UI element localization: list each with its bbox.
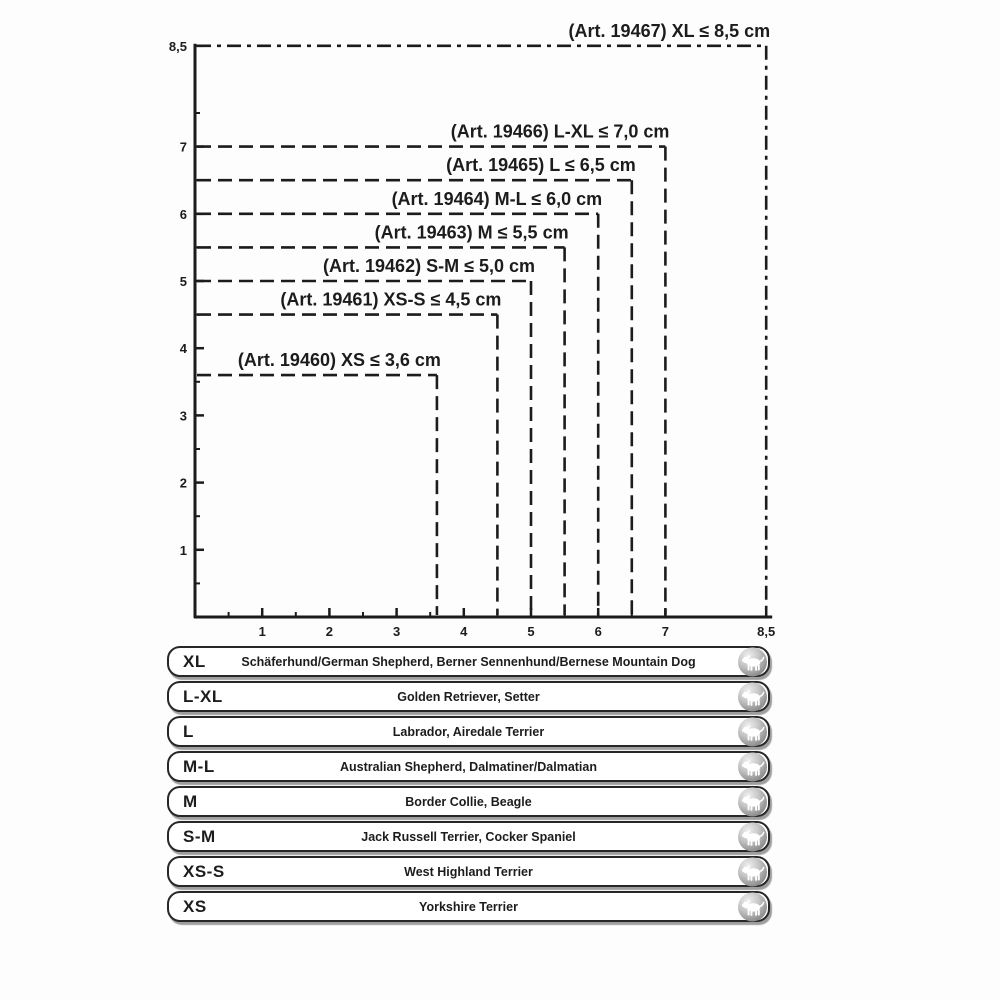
- x-tick-label: 2: [325, 624, 334, 639]
- breed-list: Australian Shepherd, Dalmatiner/Dalmatian: [339, 759, 597, 774]
- x-tick-label: 3: [392, 624, 401, 639]
- size-row: [167, 891, 770, 922]
- dog-icon: [738, 717, 767, 746]
- dog-icon: [738, 787, 767, 816]
- size-label: M-L: [183, 756, 215, 776]
- size-label: XS: [183, 896, 207, 916]
- size-label: L-XL: [183, 686, 223, 706]
- breed-list: Labrador, Airedale Terrier: [392, 724, 545, 739]
- dog-silhouette: [738, 752, 767, 781]
- dog-silhouette: [738, 822, 767, 851]
- size-row: [167, 751, 770, 782]
- series-label: (Art. 19463) M ≤ 5,5 cm: [374, 222, 569, 243]
- size-row: [167, 786, 770, 817]
- dog-icon: [738, 892, 767, 921]
- breed-list: Golden Retriever, Setter: [397, 689, 540, 704]
- dog-silhouette: [738, 892, 767, 921]
- y-tick-label: 2: [179, 475, 187, 491]
- x-tick-label: 6: [594, 624, 602, 639]
- series-label: (Art. 19465) L ≤ 6,5 cm: [446, 155, 636, 176]
- dog-silhouette: [738, 857, 767, 886]
- dog-silhouette: [738, 787, 767, 816]
- dog-silhouette: [738, 647, 767, 676]
- x-tick-label: 1: [258, 624, 266, 639]
- size-table: [167, 646, 770, 926]
- dog-silhouette: [738, 682, 767, 711]
- size-row: [167, 646, 770, 677]
- y-tick-label: 5: [179, 274, 187, 289]
- size-row: [167, 856, 770, 887]
- breed-list: Schäferhund/German Shepherd, Berner Sennenhund/Bernese Mountain Dog: [241, 654, 696, 669]
- size-row: [167, 681, 770, 712]
- y-tick-label: 8,5: [168, 38, 187, 54]
- size-label: XL: [183, 651, 206, 671]
- series-label: (Art. 19467) XL ≤ 8,5 cm: [568, 20, 771, 41]
- size-label: XS-S: [183, 861, 225, 881]
- size-label: L: [183, 721, 194, 741]
- series-label: (Art. 19462) S-M ≤ 5,0 cm: [323, 256, 535, 276]
- series-label: (Art. 19461) XS-S ≤ 4,5 cm: [280, 289, 502, 310]
- y-tick-label: 3: [179, 408, 187, 424]
- breed-list: Border Collie, Beagle: [405, 794, 532, 809]
- dog-icon: [738, 647, 767, 676]
- size-row: [167, 716, 770, 747]
- breed-list: Yorkshire Terrier: [419, 899, 518, 914]
- dog-icon: [738, 682, 767, 711]
- x-tick-label: 7: [661, 624, 670, 639]
- y-tick-label: 7: [179, 139, 187, 155]
- series-label: (Art. 19466) L-XL ≤ 7,0 cm: [450, 121, 670, 142]
- y-tick-label: 6: [179, 206, 187, 222]
- x-tick-label: 5: [527, 624, 535, 639]
- dog-icon: [738, 752, 767, 781]
- size-row: [167, 821, 770, 852]
- breed-list: Jack Russell Terrier, Cocker Spaniel: [361, 829, 576, 844]
- y-tick-label: 1: [179, 542, 187, 558]
- x-tick-label: 4: [460, 624, 468, 639]
- breed-list: West Highland Terrier: [404, 864, 533, 879]
- dog-icon: [738, 857, 767, 886]
- x-tick-label: 8,5: [757, 624, 776, 639]
- dog-icon: [738, 822, 767, 851]
- size-label: S-M: [183, 826, 216, 846]
- dog-silhouette: [738, 717, 767, 746]
- series-label: (Art. 19460) XS ≤ 3,6 cm: [237, 350, 441, 371]
- size-label: M: [183, 791, 198, 811]
- y-tick-label: 4: [179, 341, 187, 357]
- series-label: (Art. 19464) M-L ≤ 6,0 cm: [391, 188, 603, 209]
